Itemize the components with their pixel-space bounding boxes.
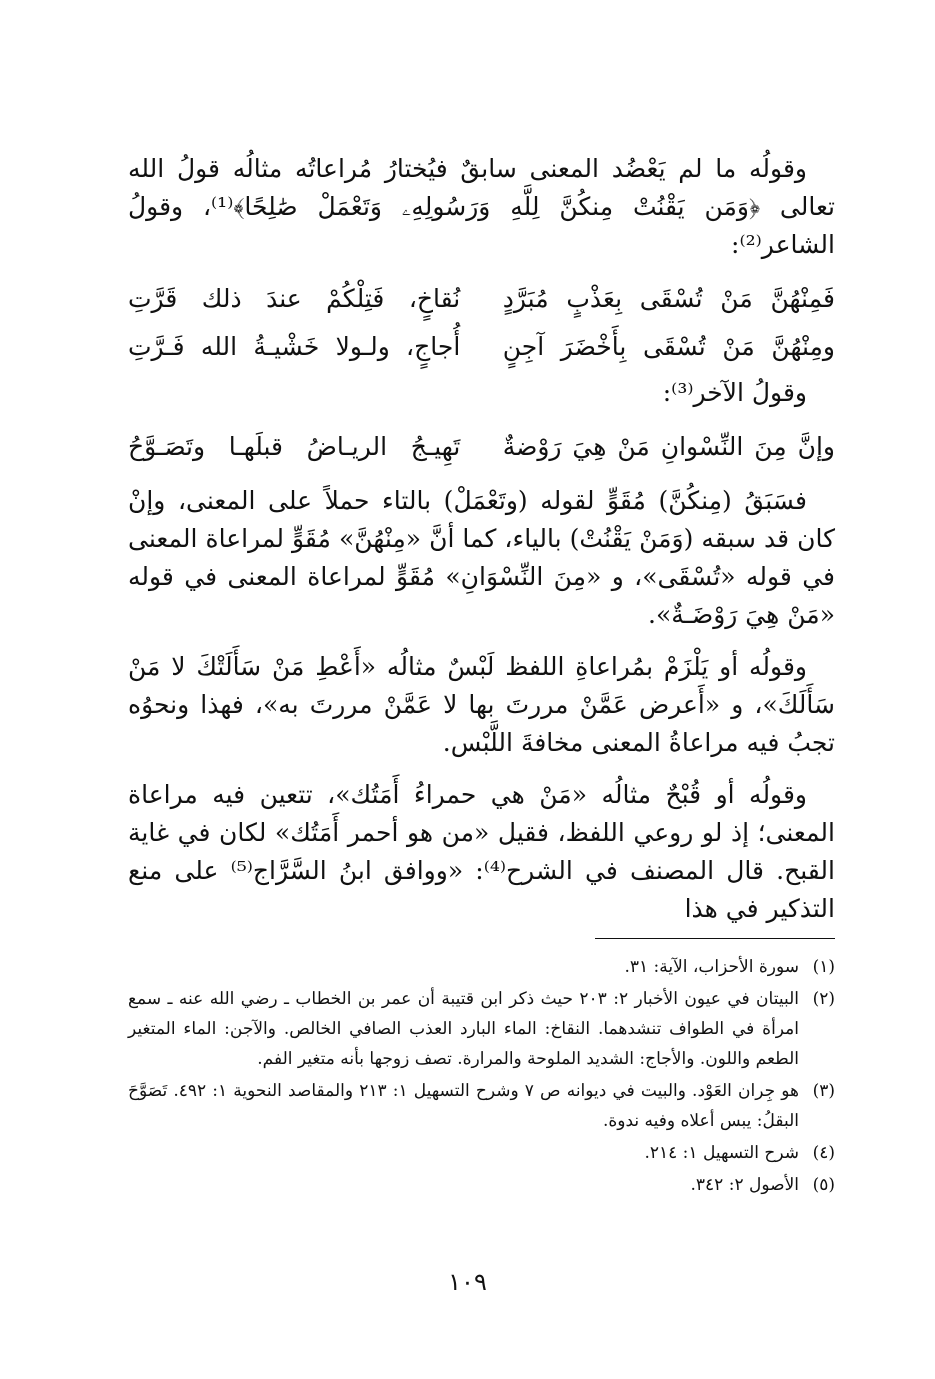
footnote-number: (٤) bbox=[812, 1143, 835, 1163]
footnote-text: هو جِران العَوْد. والبيت في ديوانه ص ٧ وشرح التسهيل ١: ٢١٣ والمقاصد النحوية ١: ٤٩٢. تَصَوَّحَ البقلُ: يبس أعلاه وفيه ندوة. bbox=[128, 1081, 799, 1131]
footnote-text: البيتان في عيون الأخبار ٢: ٢٠٣ حيث ذكر ابن قتيبة أن عمر بن الخطاب ـ رضي الله عنه ـ سمع امرأة في الطواف تنشدهما. النقاخ: الماء البارد العذب الصافي الخالص. والآجن: الماء المتغير الطعم واللون. والأجاج: الشديد الملوحة والمرارة. تصف زوجها بأنه متغير الفم. bbox=[128, 989, 800, 1069]
footnote-text: شرح التسهيل ١: ٢١٤. bbox=[644, 1143, 799, 1163]
main-text bbox=[128, 150, 835, 942]
verse-3-first-hemistich: وإنَّ مِنَ النِّسْوانِ مَنْ هِيَ رَوْضةٌ bbox=[502, 432, 835, 461]
footnote-number: (٣) bbox=[812, 1081, 835, 1101]
footnote-text: سورة الأحزاب، الآية: ٣١. bbox=[624, 957, 799, 977]
verse-1-second-hemistich: نُقاخٍ، فَتِلْكُمْ عندَ ذلك قَرَّتِ bbox=[128, 284, 461, 313]
footnote-text: الأصول ٢: ٣٤٢. bbox=[690, 1175, 799, 1195]
verse-2-second-hemistich: أُجاجٍ، ولـولا خَشْيـةُ الله فَـرَّتِ bbox=[128, 332, 461, 361]
paragraph-1: وقولُه ما لم يَعْضُد المعنى سابقٌ فيُختارُ مُراعاتُه مثالُه قولُ الله تعالى ﴿وَمَن يَقْنُتْ مِنكُنَّ لِلَّهِ وَرَسُولِهِۦ وَتَعْمَلْ صَٰلِحًا﴾⁽¹⁾، وقولُ الشاعر⁽²⁾: bbox=[128, 154, 835, 259]
verse-3-second-hemistich: تَهِيـجُ الريـاضُ قبلَهـا وتَصَـوَّحُ bbox=[128, 432, 461, 461]
footnote bbox=[128, 952, 835, 982]
footnote bbox=[128, 1076, 835, 1136]
footnote bbox=[128, 1138, 835, 1168]
page-number: ١٠٩ bbox=[448, 1268, 487, 1296]
paragraph-2: فسَبَقُ (مِنكُنَّ) مُقَوٍّ لقوله (وتَعْمَلْ) بالتاء حملاً على المعنى، وإنْ كان قد سبقه (وَمَنْ يَقْنُتْ) بالياء، كما أنَّ «مِنْهُنَّ» مُقَوٍّ لمراعاة المعنى في قوله «تُسْقَى»، و «مِنَ النِّسْوَانِ» مُقَوٍّ لمراعاة المعنى في قوله «مَنْ هِيَ رَوْضَـةٌ». bbox=[128, 486, 835, 629]
verse-line-2 bbox=[128, 326, 835, 368]
footnote bbox=[128, 1170, 835, 1200]
verse-intro: وقولُ الآخر⁽³⁾: bbox=[662, 378, 807, 407]
verse-1-first-hemistich: فَمِنْهُنَّ مَنْ تُسْقَى بِعَذْبٍ مُبَرَّدٍ bbox=[502, 284, 835, 313]
verse-2-first-hemistich: ومِنْهُنَّ مَنْ تُسْقَى بِأَخْضَرَ آجِنٍ bbox=[502, 332, 835, 361]
footnote bbox=[128, 984, 835, 1074]
paragraph-4: وقولُه أو قُبْحٌ مثالُه «مَنْ هي حمراءُ أَمَتُك»، تتعين فيه مراعاة المعنى؛ إذ لو روعي اللفظ، فقيل «من هو أحمر أَمَتُك» لكان في غاية القبح. قال المصنف في الشرح⁽⁴⁾: «ووافق ابنُ السَّرَّاج⁽⁵⁾ على منع التذكير في هذا bbox=[128, 780, 835, 923]
footnote-number: (٢) bbox=[812, 989, 835, 1009]
footnotes bbox=[128, 952, 835, 1202]
footnote-number: (١) bbox=[812, 957, 835, 977]
paragraph-3: وقولُه أو يَلْزَمْ بمُراعاةِ اللفظ لَبْسٌ مثالُه «أَعْطِ مَنْ سَأَلَتْكَ لا مَنْ سَأَلَكَ»، و «أَعرض عَمَّنْ مررتَ بها لا عَمَّنْ مررتَ به»، فهذا ونحوُه تجبُ فيه مراعاةُ المعنى مخافةَ اللَّبْس. bbox=[128, 652, 835, 757]
verse-line-1 bbox=[128, 278, 835, 320]
footnote-separator bbox=[595, 938, 835, 939]
footnote-number: (٥) bbox=[812, 1175, 835, 1195]
verse-line-3 bbox=[128, 426, 835, 468]
